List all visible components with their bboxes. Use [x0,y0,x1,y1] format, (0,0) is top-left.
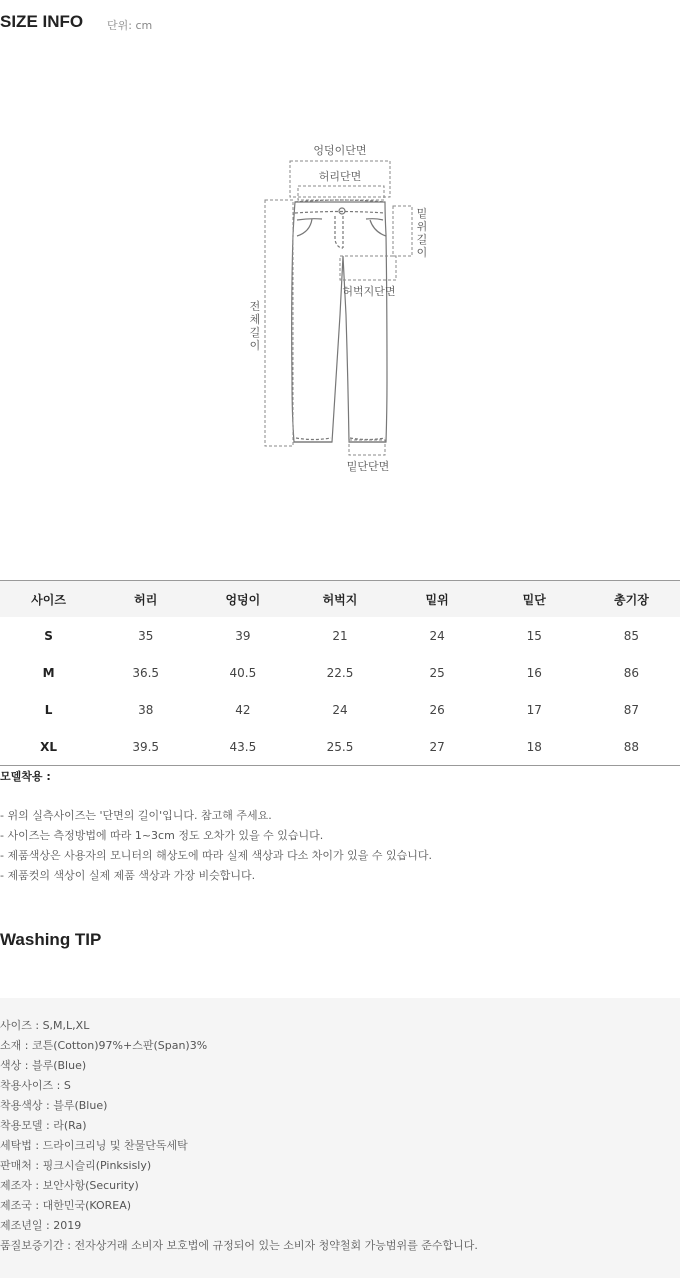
hip-label: 엉덩이단면 [313,144,367,157]
info-item: 품질보증기간 : 전자상거래 소비자 보호법에 규정되어 있는 소비자 청약철회 가능범위를 준수합니다. [0,1239,478,1252]
column-header: 엉덩이 [194,581,291,618]
info-item: 제조년일 : 2019 [0,1219,82,1232]
svg-text:위: 위 [416,220,428,233]
table-cell: 36.5 [132,665,160,680]
size-cell: M [42,665,55,680]
unit-label: 단위: cm [107,19,153,32]
info-item: 색상 : 블루(Blue) [0,1059,87,1072]
table-cell: 38 [138,702,154,717]
product-info-list [0,1016,478,1256]
table-cell: 27 [389,728,486,766]
column-header: 허벅지 [291,581,388,618]
table-cell: 21 [332,628,348,643]
column-header: 허리 [97,581,194,618]
svg-text:밑: 밑 [416,207,428,220]
thigh-label: 허벅지단면 [342,285,396,298]
info-item: 세탁법 : 드라이크리닝 및 찬물단독세탁 [0,1139,188,1152]
table-cell: 35 [138,628,154,643]
info-item: 판매처 : 핑크시슬리(Pinksisly) [0,1159,152,1172]
rise-label [417,206,428,259]
size-table [0,580,680,766]
note-item: - 제품색상은 사용자의 모니터의 해상도에 따라 실제 색상과 다소 차이가 있을 수 있습니다. [0,849,432,862]
model-wearing-label: 모델착용 : [0,770,51,783]
info-item: 착용사이즈 : S [0,1079,71,1092]
svg-text:길: 길 [416,233,428,246]
info-item: 사이즈 : S,M,L,XL [0,1019,90,1032]
table-row [0,617,680,654]
table-cell: 85 [623,628,640,643]
table-cell: 39.5 [97,728,194,766]
table-cell: 26 [429,702,445,717]
table-row [0,654,680,691]
note-item: - 사이즈는 측정방법에 따라 1~3cm 정도 오차가 있을 수 있습니다. [0,829,324,842]
info-item: 제조국 : 대한민국(KOREA) [0,1199,132,1212]
size-cell: L [44,702,53,717]
column-header: 밑위 [389,581,486,618]
washing-tip-heading: Washing TIP [0,930,102,949]
table-cell: 43.5 [194,728,291,766]
table-cell: 24 [429,628,445,643]
measure-lines [265,161,412,455]
column-header: 총기장 [583,581,680,618]
hem-label: 밑단단면 [346,460,390,473]
svg-text:전: 전 [249,300,261,313]
info-item: 제조자 : 보안사항(Security) [0,1179,139,1192]
svg-text:이: 이 [249,339,261,352]
table-cell: 22.5 [326,665,354,680]
info-item: 소재 : 코튼(Cotton)97%+스판(Span)3% [0,1039,208,1052]
table-cell: 86 [623,665,640,680]
table-cell: 17 [526,702,542,717]
table-row [0,691,680,728]
info-item: 착용모델 : 라(Ra) [0,1119,87,1132]
table-row [0,728,680,766]
size-notes [0,806,432,886]
table-cell: 15 [526,628,542,643]
column-header: 사이즈 [0,581,97,618]
table-cell: 18 [486,728,583,766]
table-cell: 39 [235,628,251,643]
page-title: SIZE INFO [0,12,84,31]
size-cell: XL [0,728,97,766]
table-header-row [0,581,680,618]
table-cell: 40.5 [229,665,257,680]
table-cell: 87 [623,702,640,717]
svg-text:체: 체 [249,313,261,326]
table-cell: 25.5 [291,728,388,766]
table-cell: 42 [235,702,251,717]
product-info-box [0,998,680,1278]
note-item: - 제품컷의 색상이 실제 제품 색상과 가장 비슷합니다. [0,869,256,882]
jeans-diagram [240,140,440,480]
svg-text:이: 이 [416,246,428,259]
table-cell: 24 [332,702,348,717]
column-header: 밑단 [486,581,583,618]
table-cell: 25 [429,665,445,680]
total-length-label [250,299,261,352]
table-cell: 16 [526,665,542,680]
jeans-icon [292,200,387,442]
info-item: 착용색상 : 블루(Blue) [0,1099,108,1112]
note-item: - 위의 실측사이즈는 '단면의 길이'입니다. 참고해 주세요. [0,809,272,822]
table-cell: 88 [583,728,680,766]
waist-label: 허리단면 [318,170,362,183]
svg-text:길: 길 [249,326,261,339]
size-cell: S [44,628,53,643]
